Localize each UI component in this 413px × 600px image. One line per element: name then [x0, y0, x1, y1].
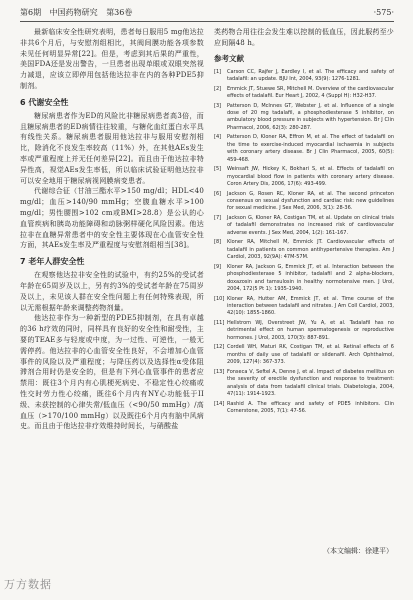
reference-item [214, 264, 394, 294]
reference-text: Jackson G, Kloner RA, Costigan TM, et al. Update on clinical trials of tadalafil demonstrates no increased risk of cardiovascular adverse events. J Sex Med, 2004, 1(2): 161-167. [227, 215, 394, 236]
reference-number: [6] [214, 190, 222, 197]
issue-number: 第6期 [20, 8, 42, 17]
reference-number: [13] [214, 368, 225, 375]
reference-number: [2] [214, 85, 222, 92]
section-heading-elderly: 7 老年人群安全性 [20, 257, 85, 267]
reference-text: Carson CC, Rajfer J, Eardley I, et al. The efficacy and safety of tadalafil: an update. BJU Int, 2004, 93(9): 1276-1281. [227, 68, 394, 82]
references-heading: 参考文献 [214, 53, 244, 63]
reference-list [214, 69, 394, 416]
page-number: ·575· [373, 8, 394, 17]
reference-item [214, 103, 394, 133]
reference-text: Weinsaft JW, Hickey K, Bokhari S, et al. Effects of tadalafil on myocardial blood flow in patients with coronary artery disease. Coron Artery Dis, 2006, 17(6): 493-499. [227, 166, 394, 188]
reference-item [214, 344, 394, 366]
paragraph-metabolic-syndrome: 代谢综合征（甘油三酯水平>150 mg/dl；HDL<40 mg/dl；血压>140/90 mmHg；空腹血糖水平>100 mg/dl；男性腰围>102 cm或BMI>28.8）是公认的心血管疾病和胰岛功能障碍和动脉粥样硬化风险因素。他达拉非在血糖异常患者中的安全性主要体现在心血管安全性方面，其AEs发生率及严重程度与安慰剂组相当[38]。 [20, 187, 204, 250]
reference-item [214, 401, 394, 416]
reference-number: [7] [214, 215, 222, 222]
reference-text: Cordell WH, Maturi RK, Costigan TM, et al. Retinal effects of 6 months of daily use of tadalafil or sildenafil. Arch Ophthalmol, 2009, 127(4): 367-373. [227, 344, 394, 366]
journal-name: 中国药物研究 [49, 8, 98, 17]
reference-number: [11] [214, 320, 225, 327]
reference-text: Kloner RA, Jackson G, Emmick JT, et al. Interaction between the phosphodiesterase 5 inhibitor, tadalafil and 2 alpha-blockers, doxazosin and tamsulosin in healthy normotensive men. J Urol, 2004, 172(5 Pt 1): 1935-1940. [227, 263, 394, 293]
reference-item [214, 69, 394, 84]
reference-text: Patterson D, McInnes GT, Webster J, et al. Influence of a single dose of 20 mg tadalafil, a phosphodiesterase 5 inhibitor, on ambulatory blood pressure in subjects with hypertension. Br J Clin Pharmacol, 2006, 62(3): 280-287. [227, 102, 394, 131]
reference-number: [9] [214, 263, 222, 270]
reference-number: [14] [214, 400, 225, 407]
reference-item [214, 166, 394, 188]
reference-number: [8] [214, 239, 222, 246]
reference-item [214, 215, 394, 237]
reference-text: Jackson G, Rosen RC, Kloner RA, et al. The second princeton consensus on sexual dysfunction and cardiac risk: new guidelines for sexual medicine. J Sex Med, 2006, 3(1): 28-36. [227, 190, 394, 212]
reference-text: Hellstrom WJ, Overstreet JW, Yu A, et al. Tadalafil has no detrimental effect on human spermatogenesis or reproductive hormones. J Urol, 2003, 170(3): 887-891. [227, 320, 394, 341]
reference-text: Fonseca V, Seftel A, Denne J, et al. Impact of diabetes mellitus on the severity of erectile dysfunction and response to treatment: analysis of data from tadalafil clinical trials. Diabetologia, 2004, 47(11): 1914-1923. [227, 368, 394, 398]
watermark: 万方数据 [4, 578, 52, 591]
reference-item [214, 191, 394, 213]
volume-number: 第36卷 [106, 8, 133, 17]
paragraph-elderly: 在观察他达拉非安全性的试验中，有约25%的受试者年龄在65周岁及以上，另有约3%的受试者年龄在75周岁及以上，未见该人群在安全性问题上有任何特殊表现，所以无需根据年龄来调整药物剂量。 [20, 271, 204, 312]
reference-item [214, 86, 394, 101]
header-left [20, 6, 138, 20]
reference-item [214, 134, 394, 164]
reference-item [214, 296, 394, 318]
reference-item [214, 320, 394, 342]
page-header [20, 6, 394, 20]
section-heading-metabolic: 6 代谢安全性 [20, 97, 69, 107]
reference-number: [12] [214, 344, 225, 351]
editor-note: （本文编辑：徐建平） [323, 547, 393, 555]
reference-text: Emmick JT, Stuewe SR, Mitchell M. Overview of the cardiovascular effects of tadalafil. Eur Heart J, 2002, 4 (Suppl H): H32-H37. [227, 85, 394, 99]
paragraph-summary: 他达拉非作为一种新型的PDE5抑制剂，在具有卓越的36 h疗效的同时，同样具有良好的安全性和耐受性，主要的TEAE多与轻度或中度，为一过性、可逆性，一般无需停药。他达拉非的心血管安全性良好，不会增加心血管事件的风险以及严重程度；与降压药以及选择性α受体阻滞剂合用时仍是安全的，但是有下列心血管事件的患者应禁用：既往3个月内有心肌梗死病史、不稳定性心绞痛或性交时劳力性心绞痛，既往6个月内有NY心功能低于II级、未获控制的心律失常/低血压（<90/50 mmHg）/高血压（>170/100 mmHg）以及既往6个月内有脑中风病史。而且由于他达拉非疗效维持时间长，与硝酸盐 [20, 314, 204, 431]
right-column [214, 27, 394, 575]
reference-number: [10] [214, 295, 225, 302]
reference-text: Kloner RA, Mitchell M, Emmick JT. Cardiovascular effects of tadalafil in patients on common antihypertensive therapies. Am J Cardiol, 2003, 92(9A): 47M-57M. [227, 239, 394, 261]
reference-text: Rashid A. The efficacy and safety of PDE5 inhibitors. Clin Cornerstone, 2005, 7(1): 47-56. [227, 400, 394, 415]
reference-number: [5] [214, 166, 222, 173]
reference-text: Kloner RA, Hutter AM, Emmick JT, et al. Time course of the interaction between tadalafil and nitrates. J Am Coll Cardiol, 2003, 42(10): 1855-1860. [227, 295, 394, 317]
reference-number: [4] [214, 134, 222, 141]
paragraph-nitrates: 类药物合用往往会发生难以控制的低血压，因此服药至少应间隔48 h。 [214, 28, 394, 47]
header-rule [20, 21, 394, 22]
paragraph-diabetes: 糖尿病患者作为ED的风险比非糖尿病患者高3倍，而且糖尿病患者的ED病情往往较重，与糖化血红蛋白水平具有线性关系。糖尿病患者服用他达拉非与服用安慰剂相比，除消化不良发生率较高（11%）外，在其他AEs发生率或严重程度上并无任何差异[22]。而且由于他达拉非特异性高，视觉AEs发生率低，所以临床试验证明他达拉非可以安全地用于糖尿病视网膜病变患者。 [20, 111, 204, 185]
reference-text: Patterson D, Kloner RA, Effron M, et al. The effect of tadalafil on the time to exercise-induced myocardial ischaemia in subjects with coronary artery disease. Br J Clin Pharmacol, 2005, 60(5): 459-468. [227, 134, 394, 163]
reference-item [214, 239, 394, 261]
reference-item [214, 369, 394, 399]
reference-number: [3] [214, 102, 222, 109]
left-column [20, 27, 204, 575]
reference-number: [1] [214, 68, 222, 75]
paragraph-retina: 最新临床安全性研究表明，患者每日服用5 mg他达拉非共6个月后，与安慰剂组相比，其阀间膜功能各项参数未见任何明显异常[22]。但是，考虑到其后果的严重性，美国FDA还是发出警告，一旦患者出现单眼或双眼突然视力减退，应该立即停用包括他达拉非在内的各种PDE5抑制剂。 [20, 28, 204, 90]
